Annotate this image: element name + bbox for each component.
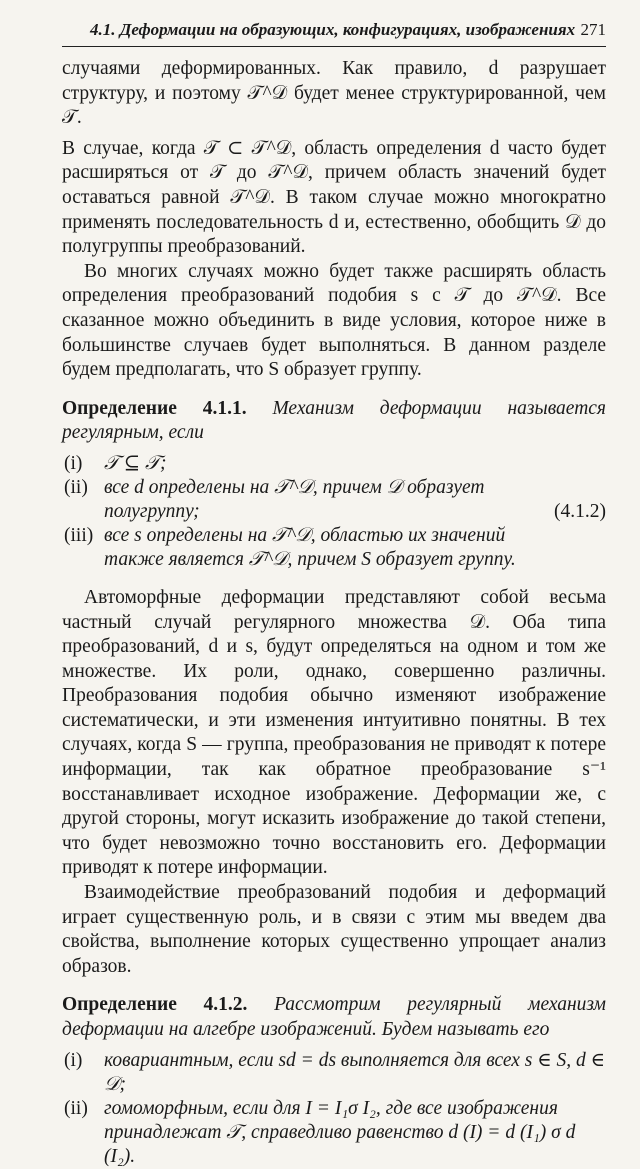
list-item: (i) 𝒯 ⊆ 𝒯; — [64, 452, 167, 474]
definition-label: Определение 4.1.1. — [62, 397, 247, 419]
definition-4-1-2 — [62, 993, 606, 1042]
list-item: (ii) гомоморфным, если для I = I₁σ I₂, где все изображения принадлежат 𝒯, справедливо равенство d (I) = d (I₁) σ d (I₂). — [64, 1097, 576, 1167]
definition-4-1-1 — [62, 397, 606, 446]
definition-text: Механизм деформации называется регулярным, если — [62, 397, 606, 444]
paragraph-1: случаями деформированных. Как правило, d разрушает структуру, и поэтому 𝒯^𝒟 будет менее структурированной, чем 𝒯. — [62, 58, 606, 129]
paragraph-2: В случае, когда 𝒯 ⊂ 𝒯^𝒟, область определения d часто будет расширяться от 𝒯 до 𝒯^𝒟, причем область значений будет оставаться равной 𝒯^𝒟. В таком случае можно многократно применять последовательность d и, естественно, обобщить 𝒟 до полугруппы преобразований. — [62, 137, 606, 258]
paragraph-5: Взаимодействие преобразований подобия и деформаций играет существенную роль, и в связи с этим мы введем два свойства, выполнение которых существенно упрощает анализ образов. — [62, 882, 606, 977]
definition-4-1-2-items — [62, 1049, 606, 1169]
definition-text: Рассмотрим регулярный механизм деформации на алгебре изображений. Будем называть его — [62, 994, 606, 1040]
equation-number: (4.1.2) — [554, 500, 606, 522]
definition-label: Определение 4.1.2. — [62, 994, 248, 1016]
list-item: (ii) все d определены на 𝒯^𝒟, причем 𝒟 образует полугруппу; (4.1.2) — [64, 476, 606, 522]
definition-4-1-1-items — [62, 452, 606, 572]
list-item: (i) ковариантным, если sd = ds выполняется для всех s ∈ S, d ∈ 𝒟; — [64, 1049, 606, 1095]
paragraph-3: Во многих случаях можно будет также расширять область определения преобразований подобия s с 𝒯 до 𝒯^𝒟. Все сказанное можно объединить в виде условия, которое ниже в большинстве случаев будет выполняться. В данном разделе будем предполагать, что S образует группу. — [62, 260, 606, 381]
chapter-title: 4.1. Деформации на образующих, конфигурациях, изображениях — [90, 20, 576, 39]
page-number: 271 — [580, 20, 606, 39]
list-item: (iii) все s определены на 𝒯^𝒟, областью их значений также является 𝒯^𝒟, причем S образует группу. — [64, 524, 516, 570]
running-header — [62, 20, 606, 47]
paragraph-4: Автоморфные деформации представляют собой весьма частный случай регулярного множества 𝒟. Оба типа преобразований, d и s, будут определяться на одном и том же множестве. Их роли, однако, совершенно различны. Преобразования подобия обычно изменяют изображение систематически, и эти изменения интуитивно понятны. В тех случаях, когда S — группа, преобразования не приводят к потере информации, так как обратное преобразование s⁻¹ восстанавливает исходное изображение. Деформации же, с другой стороны, могут исказить изображение до такой степени, что будет невозможно точно восстановить его. Деформации приводят к потере информации. — [62, 586, 606, 879]
